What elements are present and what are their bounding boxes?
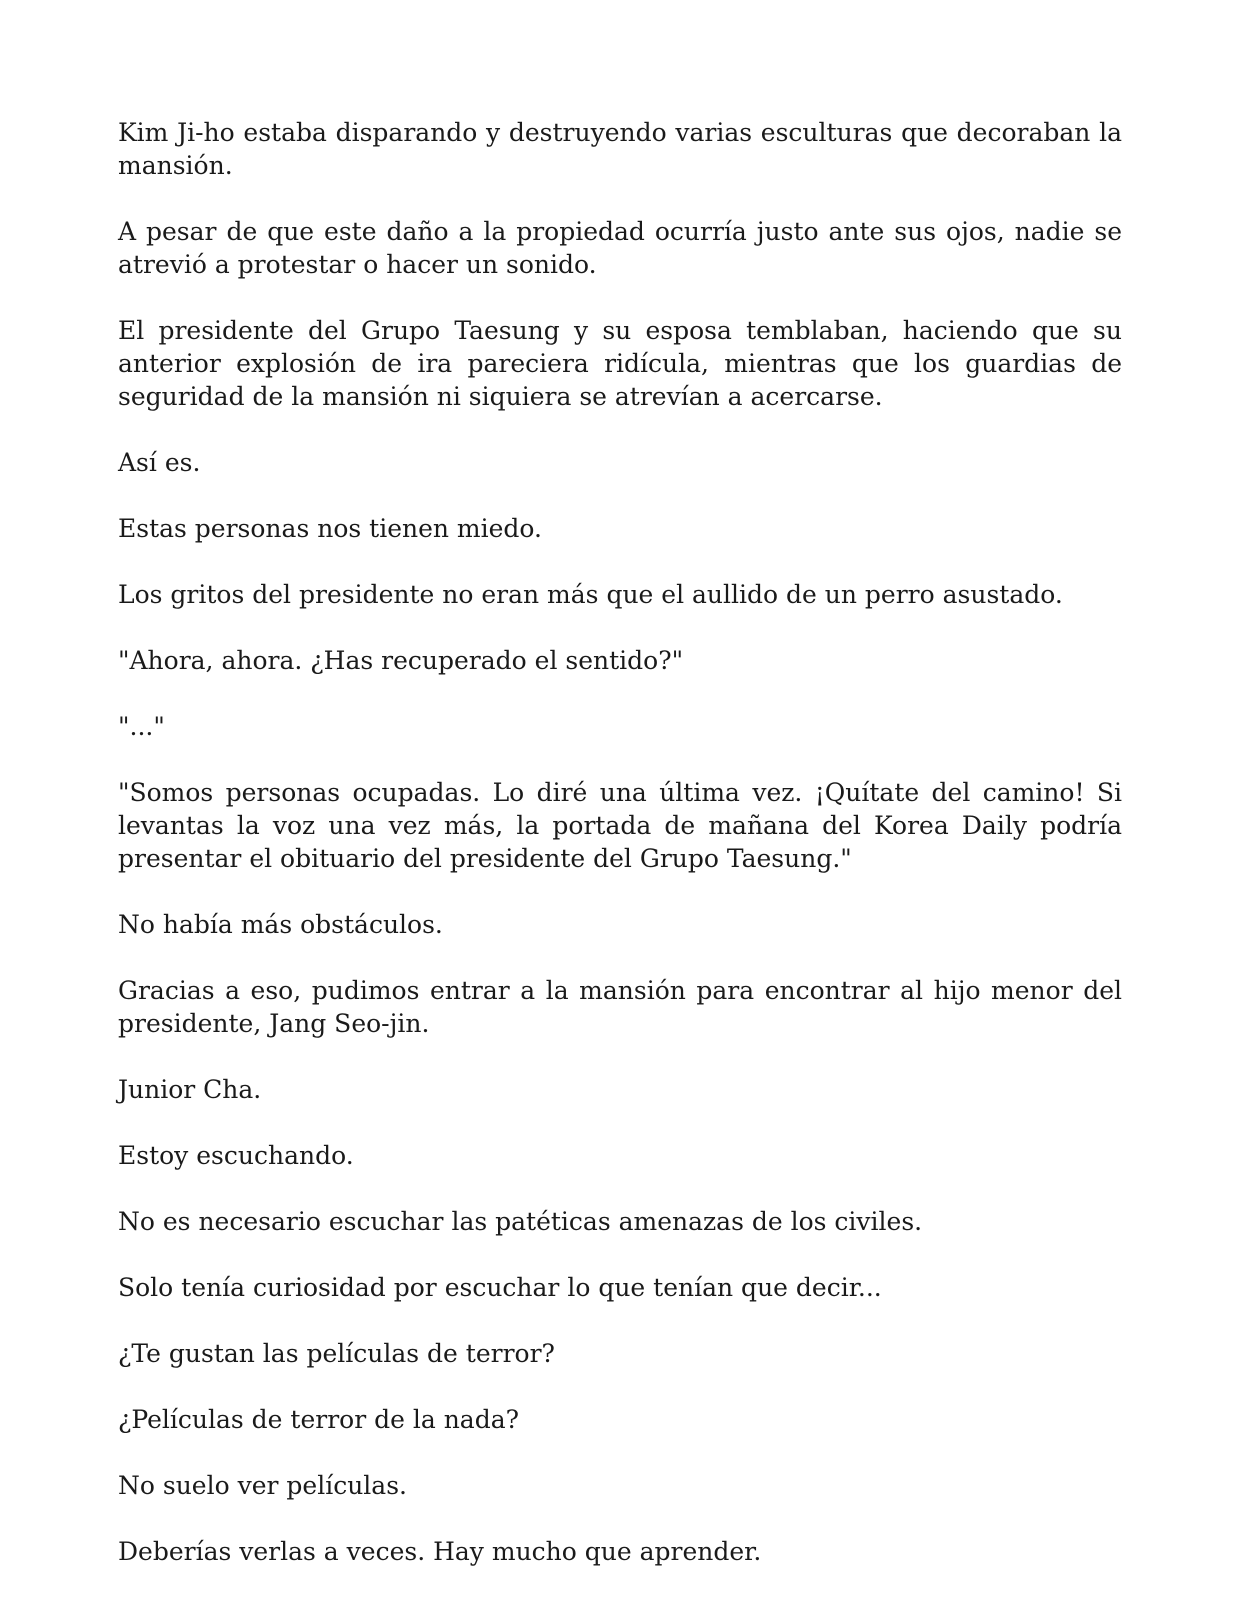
paragraph: Deberías verlas a veces. Hay mucho que aprender. xyxy=(118,1537,762,1566)
paragraph: "Ahora, ahora. ¿Has recuperado el sentido?" xyxy=(118,646,684,675)
paragraph: Así es. xyxy=(118,448,201,477)
paragraph: No suelo ver películas. xyxy=(118,1471,407,1500)
paragraph: "Somos personas ocupadas. Lo diré una última vez. ¡Quítate del camino! Si levantas la voz una vez más, la portada de mañana del Korea Daily podría presentar el obituario del presidente del Grupo Taesung." xyxy=(118,778,1122,873)
paragraph: A pesar de que este daño a la propiedad ocurría justo ante sus ojos, nadie se atrevió a protestar o hacer un sonido. xyxy=(118,217,1122,279)
paragraph: Kim Ji-ho estaba disparando y destruyendo varias esculturas que decoraban la mansión. xyxy=(118,118,1122,180)
paragraph: No es necesario escuchar las patéticas amenazas de los civiles. xyxy=(118,1207,923,1236)
paragraph: Gracias a eso, pudimos entrar a la mansión para encontrar al hijo menor del presidente, Jang Seo-jin. xyxy=(118,976,1122,1038)
paragraph: Solo tenía curiosidad por escuchar lo que tenían que decir... xyxy=(118,1273,882,1302)
paragraph: Junior Cha. xyxy=(118,1075,262,1104)
paragraph: No había más obstáculos. xyxy=(118,910,443,939)
paragraph: Estoy escuchando. xyxy=(118,1141,354,1170)
paragraph: "..." xyxy=(118,712,165,741)
document-body xyxy=(118,116,1122,1601)
paragraph: ¿Películas de terror de la nada? xyxy=(118,1405,520,1434)
paragraph: El presidente del Grupo Taesung y su esposa temblaban, haciendo que su anterior explosión de ira pareciera ridícula, mientras que los guardias de seguridad de la mansión ni siquiera se atrevían a acercarse. xyxy=(118,316,1122,411)
paragraph: Los gritos del presidente no eran más que el aullido de un perro asustado. xyxy=(118,580,1063,609)
paragraph: ¿Te gustan las películas de terror? xyxy=(118,1339,555,1368)
paragraph: Estas personas nos tienen miedo. xyxy=(118,514,542,543)
